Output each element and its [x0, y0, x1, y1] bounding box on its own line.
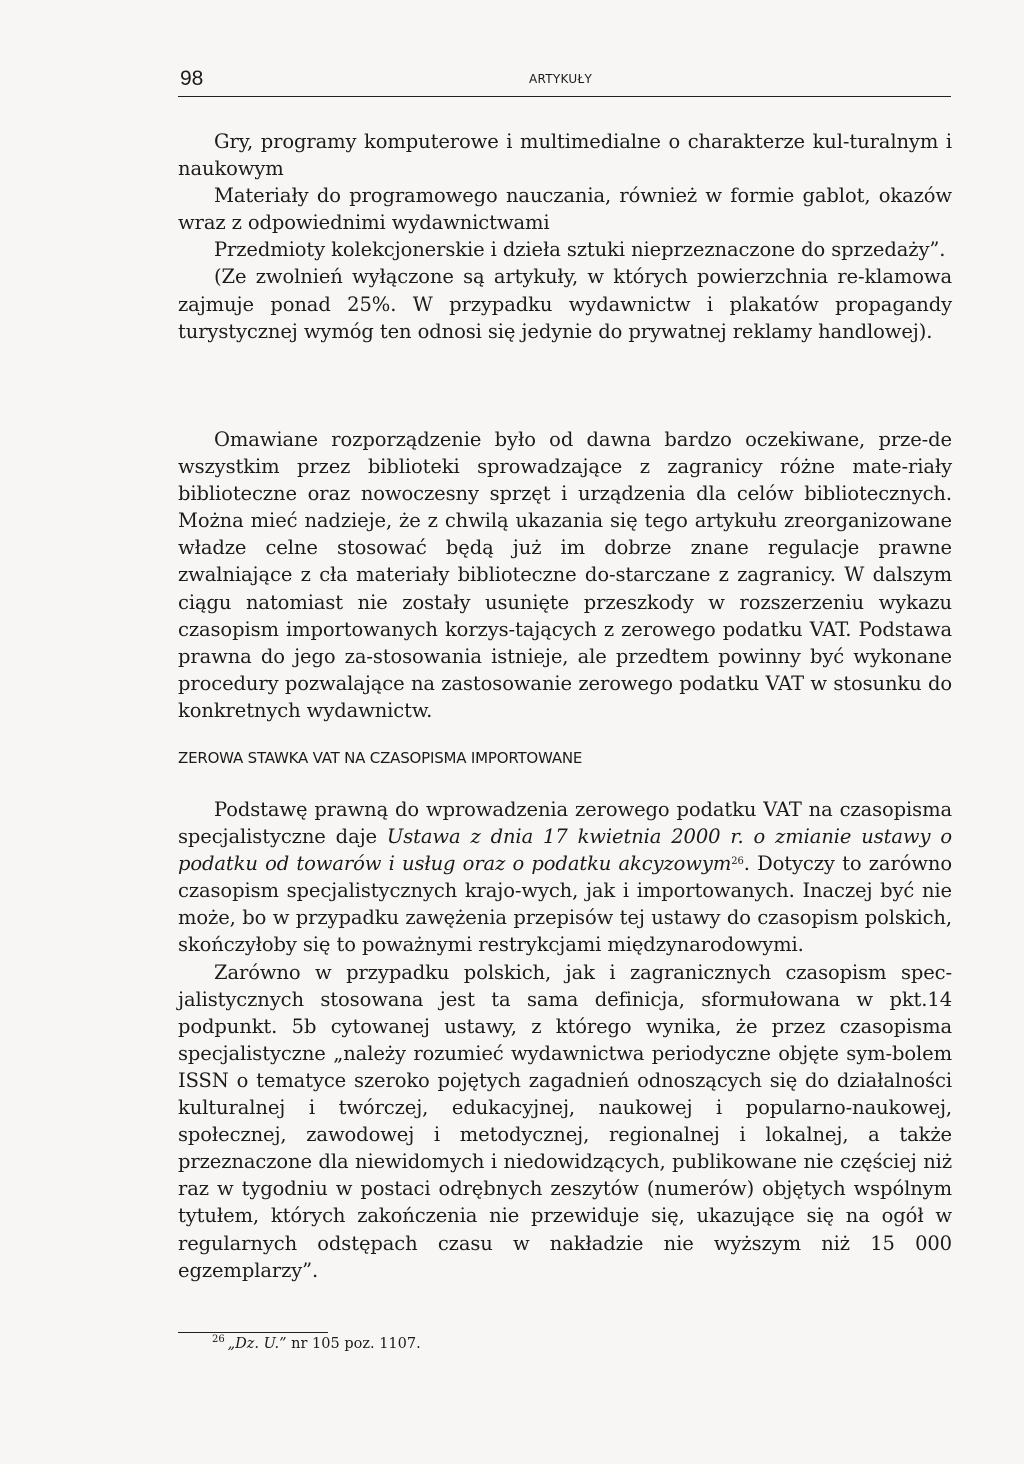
- law-title: Ustawa z dnia 17 kwietnia 2000 r. o zmianie ustawy o podatku od towarów i usług oraz o podatku akcyzowym: [178, 825, 952, 876]
- exemption-note: (Ze zwolnień wyłączone są artykuły, w których powierzchnia re-klamowa zajmuje ponad 25%. W przypadku wydawnictw i plakatów propagandy turystycznej wymóg ten odnosi się jedynie do prywatnej reklamy handlowej).: [178, 265, 952, 343]
- footnote-divider: [178, 1332, 328, 1333]
- page-number: 98: [180, 67, 204, 90]
- footnote-source: „Dz. U.”: [227, 1336, 287, 1352]
- vat-paragraph-1: [178, 796, 952, 959]
- list-item: Materiały do programowego nauczania, również w formie gablot, okazów wraz z odpowiednimi wydawnictwami: [178, 184, 952, 235]
- vat-section-body: [178, 796, 952, 1284]
- list-item: Przedmioty kolekcjonerskie i dzieła sztuki nieprzeznaczone do sprzedaży”.: [214, 238, 946, 262]
- footnote: [212, 1336, 421, 1352]
- paragraph-text: Podstawę prawną do wprowadzenia zerowego podatku VAT na czasopisma specjalistyczne daje: [178, 798, 952, 849]
- footnote-number: 26: [212, 1334, 225, 1345]
- footnote-reference[interactable]: 26: [731, 856, 744, 868]
- paragraph-text: . Dotyczy to zarówno czasopism specjalistycznych krajo-wych, jak i importowanych. Inaczej być nie może, bo w przypadku zawężenia przepisów tej ustawy do czasopism polskich, skończyłoby się to poważnymi restrykcjami międzynarodowymi.: [178, 852, 952, 957]
- intro-paragraph: Omawiane rozporządzenie było od dawna bardzo oczekiwane, prze-de wszystkim przez biblioteki sprowadzające z zagranicy różne mate-riały biblioteczne oraz nowoczesny sprzęt i urządzenia dla celów bibliotecznych. Można mieć nadzieje, że z chwilą ukazania się tego artykułu zreorganizowane władze celne stosować będą już im dobrze znane regulacje prawne zwalniające z cła materiały biblioteczne do-starczane z zagranicy. W dalszym ciągu natomiast nie zostały usunięte przeszkody w rozszerzeniu wykazu czasopism importowanych korzys-tających z zerowego podatku VAT. Podstawa prawna do jego za-stosowania istnieje, ale przedtem powinny być wykonane procedury pozwalające na zastosowanie zerowego podatku VAT w stosunku do konkretnych wydawnictw.: [178, 428, 952, 722]
- section-heading: ZEROWA STAWKA VAT NA CZASOPISMA IMPORTOWANE: [178, 749, 583, 767]
- vat-paragraph-2: Zarówno w przypadku polskich, jak i zagranicznych czasopism spec-jalistycznych stosowana jest ta sama definicja, sformułowana w pkt.14 podpunkt. 5b cytowanej ustawy, z którego wynika, że przez czasopisma specjalistyczne „należy rozumieć wydawnictwa periodyczne objęte sym-bolem ISSN o tematyce szeroko pojętych zagadnień odnoszących się do działalności kulturalnej i twórczej, edukacyjnej, naukowej i popularno-naukowej, społecznej, zawodowej i metodycznej, regionalnej i lokalnej, a także przeznaczone dla niewidomych i niedowidzących, publikowane nie częściej niż raz w tygodniu w postaci odrębnych zeszytów (numerów) objętych wspólnym tytułem, których zakończenia nie przewiduje się, ukazujące się na ogół w regularnych odstępach czasu w nakładzie nie wyższym niż 15 000 egzemplarzy”.: [178, 960, 952, 1282]
- running-section-title: ARTYKUŁY: [529, 72, 593, 86]
- intro-block: [178, 426, 952, 724]
- footnote-text: nr 105 poz. 1107.: [286, 1336, 421, 1352]
- quoted-list-block: [178, 128, 952, 345]
- list-item: Gry, programy komputerowe i multimedialne o charakterze kul-turalnym i naukowym: [178, 130, 952, 181]
- running-header: [178, 66, 951, 97]
